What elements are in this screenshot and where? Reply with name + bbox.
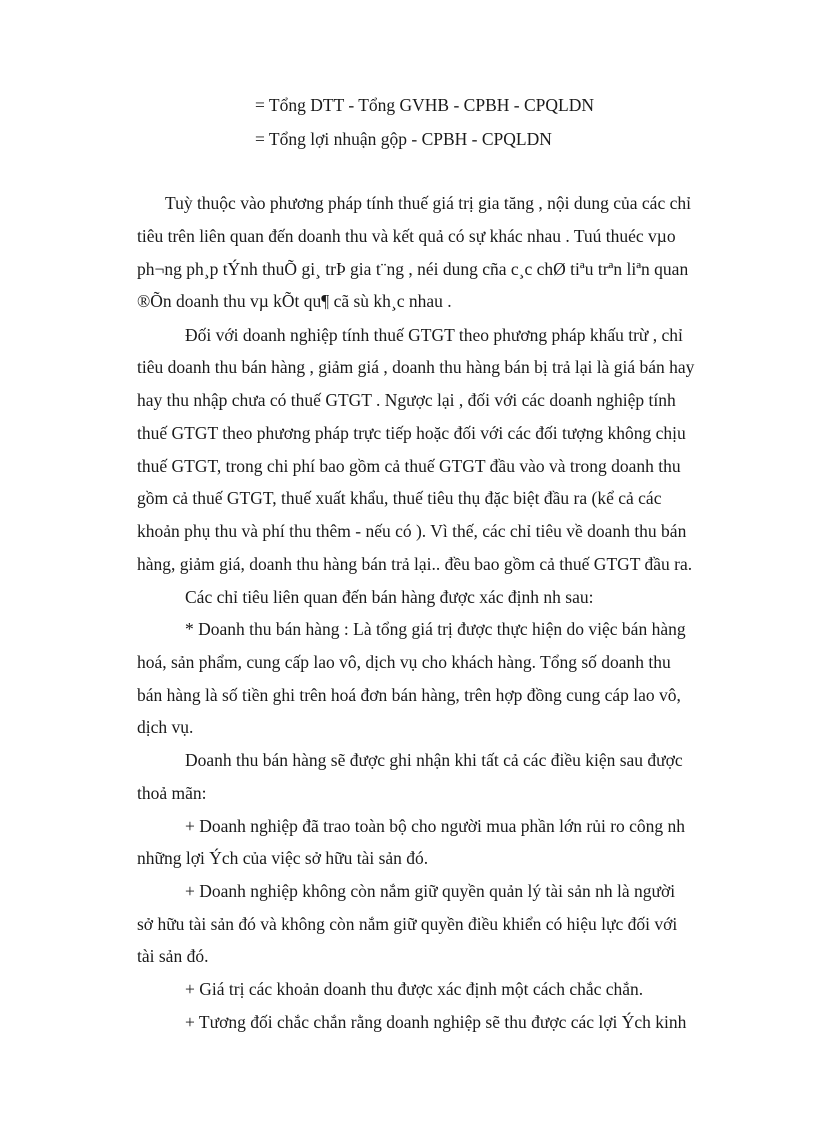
condition-4-line-1: + Tương đối chắc chắn rằng doanh nghiệp sẽ thu được các lợi Ých kinh [185,1012,687,1032]
paragraph-2-line-4: thuế GTGT theo phương pháp trực tiếp hoặc đối với các đối tượng không chịu [137,423,686,443]
paragraph-1-line-3: ph¬ng ph¸p tÝnh thuÕ gi¸ trÞ gia t¨ng , néi dung cña c¸c chØ tiªu trªn liªn quan [137,259,689,279]
condition-1-line-2: những lợi Ých của việc sở hữu tài sản đó. [137,848,429,868]
paragraph-2-line-7: khoản phụ thu và phí thu thêm - nếu có ). Vì thế, các chỉ tiêu về doanh thu bán [137,521,687,541]
condition-2-line-3: tài sản đó. [137,946,209,966]
condition-2-line-1: + Doanh nghiệp không còn nắm giữ quyền quản lý tài sản nh là người [185,881,676,901]
paragraph-2-line-2: tiêu doanh thu bán hàng , giảm giá , doanh thu hàng bán bị trả lại là giá bán hay [137,357,695,377]
paragraph-1-line-4: ®Õn doanh thu vµ kÕt qu¶ cã sù kh¸c nhau . [137,291,452,311]
paragraph-4-line-2: thoả mãn: [137,783,207,803]
paragraph-2-line-1: Đối với doanh nghiệp tính thuế GTGT theo phương pháp khấu trừ , chỉ [185,325,683,345]
formula-line-1: = Tổng DTT - Tổng GVHB - CPBH - CPQLDN [255,95,594,115]
paragraph-3-line-4: dịch vụ. [137,717,194,737]
paragraph-2-line-8: hàng, giảm giá, doanh thu hàng bán trả lại.. đều bao gồm cả thuế GTGT đầu ra. [137,554,693,574]
condition-2-line-2: sở hữu tài sản đó và không còn nắm giữ quyền điều khiển có hiệu lực đối với [137,914,678,934]
paragraph-3-line-3: bán hàng là số tiền ghi trên hoá đơn bán hàng, trên hợp đồng cung cáp lao vô, [137,685,681,705]
paragraph-4-line-1: Doanh thu bán hàng sẽ được ghi nhận khi tất cả các điều kiện sau được [185,750,683,770]
intro-line: Các chỉ tiêu liên quan đến bán hàng được xác định nh sau: [185,587,594,607]
paragraph-3-line-2: hoá, sản phẩm, cung cấp lao vô, dịch vụ cho khách hàng. Tổng số doanh thu [137,652,671,672]
paragraph-2-line-6: gồm cả thuế GTGT, thuế xuất khẩu, thuế tiêu thụ đặc biệt đầu ra (kể cả các [137,488,662,508]
paragraph-2-line-5: thuế GTGT, trong chi phí bao gồm cả thuế GTGT đầu vào và trong doanh thu [137,456,681,476]
paragraph-1-line-1: Tuỳ thuộc vào phương pháp tính thuế giá trị gia tăng , nội dung của các chỉ [165,193,691,213]
paragraph-2-line-3: hay thu nhập chưa có thuế GTGT . Ngược lại , đối với các doanh nghiệp tính [137,390,676,410]
formula-line-2: = Tổng lợi nhuận gộp - CPBH - CPQLDN [255,129,552,149]
paragraph-3-line-1: * Doanh thu bán hàng : Là tổng giá trị được thực hiện do việc bán hàng [185,619,686,639]
paragraph-1-line-2: tiêu trên liên quan đến doanh thu và kết quả có sự khác nhau . Tuú thuéc vµo [137,226,676,246]
condition-1-line-1: + Doanh nghiệp đã trao toàn bộ cho người mua phần lớn rủi ro công nh [185,816,686,836]
condition-3-line-1: + Giá trị các khoản doanh thu được xác định một cách chắc chắn. [185,979,644,999]
